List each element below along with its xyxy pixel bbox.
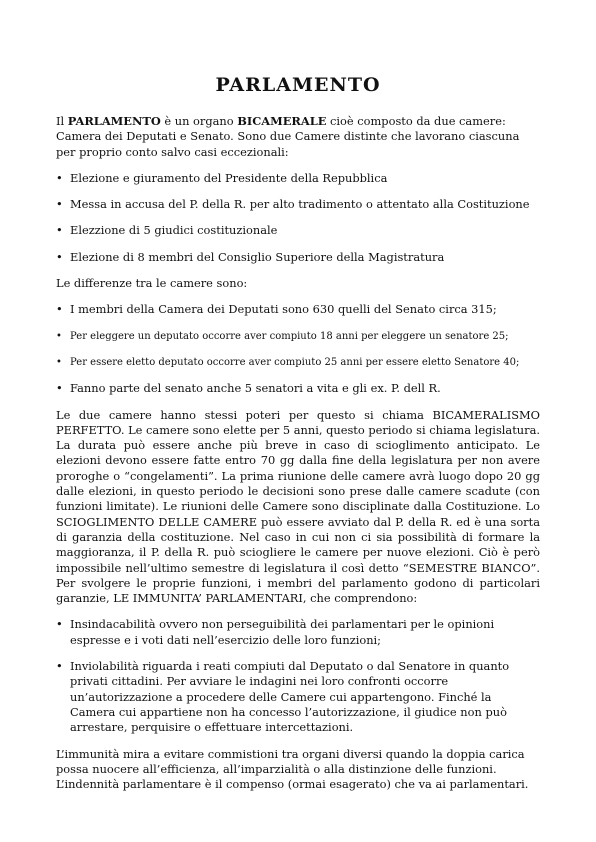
- function-item: [56, 250, 540, 265]
- bullet-icon: •: [56, 381, 63, 396]
- intro-text-1: Il: [56, 114, 68, 128]
- bullet-icon: •: [56, 197, 63, 212]
- function-text: Elezione e giuramento del Presidente della Repubblica: [70, 170, 388, 185]
- immunity-item: [56, 659, 540, 735]
- intro-bold-parlamento: PARLAMENTO: [67, 114, 161, 128]
- function-text: Messa in accusa del P. della R. per alto tradimento o attentato alla Costituzione: [70, 197, 530, 212]
- difference-text: I membri della Camera dei Deputati sono 630 quelli del Senato circa 315;: [70, 302, 497, 317]
- differences-intro: Le differenze tra le camere sono:: [56, 276, 248, 291]
- bullet-icon: •: [56, 659, 63, 674]
- difference-item: [56, 329, 540, 344]
- page-title: PARLAMENTO: [215, 74, 381, 96]
- closing-paragraph: L’immunità mira a evitare commistioni tra organi diversi quando la doppia carica possa nuocere all’efficienza, all’imparzialità o alla distinzione delle funzioni. L’indennità parlamentare è il compenso (ormai esagerato) che va ai parlamentari.: [56, 746, 529, 792]
- intro-paragraph: [56, 114, 540, 160]
- document-body: [56, 114, 540, 792]
- difference-item: [56, 355, 540, 370]
- immunity-text: Inviolabilità riguarda i reati compiuti dal Deputato o dal Senatore in quanto privati cittadini. Per avviare le indagini nei loro confronti occorre un’autorizzazione a procedere delle Camere cui appartengono. Finché la Camera cui appartiene non ha concesso l’autorizzazione, il giudice non può arrestare, perquisire o effettuare intercettazioni.: [70, 659, 510, 735]
- immunity-text: Insindacabilità ovvero non perseguibilità dei parlamentari per le opinioni espresse e i voti dati nell’esercizio delle loro funzioni;: [70, 617, 495, 647]
- intro-text-3: cioè composto da due camere: Camera dei Deputati e Senato. Sono due Camere distinte che lavorano ciascuna per proprio conto salvo casi eccezionali:: [56, 114, 520, 159]
- bullet-icon: •: [56, 302, 63, 317]
- bullet-icon: •: [56, 330, 62, 342]
- function-item: [56, 171, 540, 186]
- difference-item: [56, 381, 540, 396]
- immunity-item: [56, 617, 540, 648]
- function-item: [56, 223, 540, 238]
- difference-text: Fanno parte del senato anche 5 senatori a vita e gli ex. P. dell R.: [70, 381, 441, 396]
- function-text: Elezzione di 5 giudici costituzionale: [70, 223, 278, 238]
- bullet-icon: •: [56, 356, 62, 368]
- main-paragraph: Le due camere hanno stessi poteri per questo si chiama BICAMERALISMO PERFETTO. Le camere sono elette per 5 anni, questo periodo si chiama legislatura. La durata può essere anche più breve in caso di scioglimento anticipato. Le elezioni devono essere fatte entro 70 gg dalla fine della legislatura per non avere proroghe o “congelamenti”. La prima riunione delle camere avrà luogo dopo 20 gg dalle elezioni, in questo periodo le decisioni sono prese dalle camere scadute (con funzioni limitate). Le riunioni delle Camere sono disciplinate dalla Costituzione. Lo SCIOGLIMENTO DELLE CAMERE può essere avviato dal P. della R. ed è una sorta di garanzia della costituzione. Nel caso in cui non ci sia possibilità di formare la maggioranza, il P. della R. può sciogliere le camere per nuove elezioni. Ciò è però impossibile nell’ultimo semestre di legislatura il così detto “SEMESTRE BIANCO”. Per svolgere le proprie funzioni, i membri del parlamento godono di particolari garanzie, LE IMMUNITA’ PARLAMENTARI, che comprendono:: [56, 407, 540, 606]
- function-text: Elezione di 8 membri del Consiglio Superiore della Magistratura: [70, 249, 445, 264]
- intro-text-2: è un organo: [160, 114, 238, 128]
- function-item: [56, 197, 540, 212]
- bullet-icon: •: [56, 170, 63, 185]
- bullet-icon: •: [56, 249, 63, 264]
- bullet-icon: •: [56, 617, 63, 632]
- difference-text: Per eleggere un deputato occorre aver compiuto 18 anni per eleggere un senatore 25;: [70, 330, 509, 342]
- bullet-icon: •: [56, 223, 63, 238]
- intro-bold-bicamerale: BICAMERALE: [237, 114, 327, 128]
- difference-text: Per essere eletto deputato occorre aver compiuto 25 anni per essere eletto Senatore 40;: [70, 356, 520, 368]
- difference-item: [56, 302, 540, 317]
